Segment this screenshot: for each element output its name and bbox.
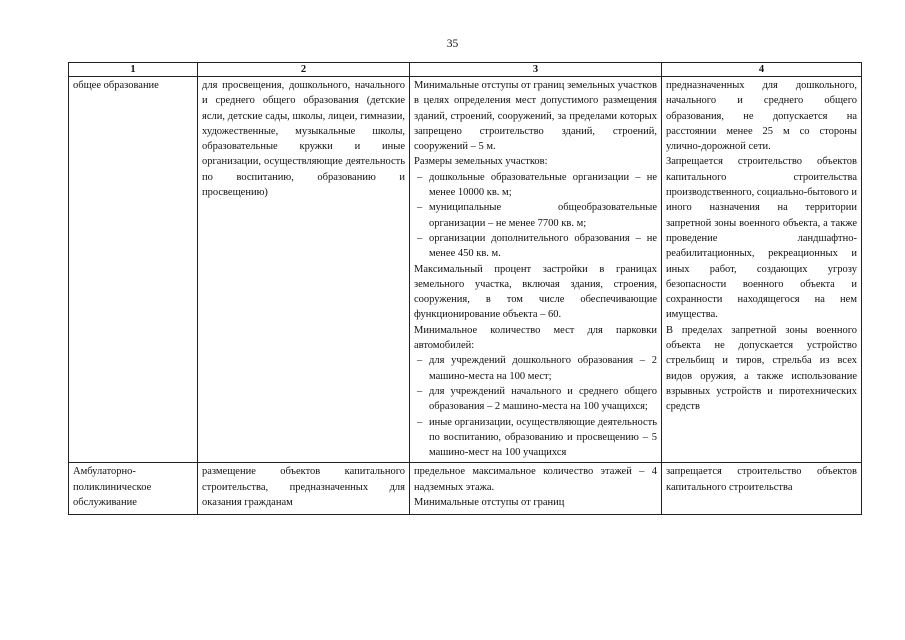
use-type-name: Амбулаторно-поликлиническое обслуживание: [73, 466, 152, 509]
header-col-4: 4: [662, 63, 862, 77]
list-item: – для учреждений начального и среднего общего образования – 2 машино-места на 100 учащихся;: [414, 384, 657, 415]
restriction-text: Запрещается строительство объектов капитального строительства производственного, социально-бытового и иного назначения на территории запретной зоны военного объекта, а также проведение ландшафтно-реабилитационных, рекреационных и иных работ, создающих угрозу безопасности военного объекта и сохранности находящегося на нем имущества.: [666, 156, 857, 321]
use-type-name: общее образование: [73, 80, 159, 91]
parameters-wrap: [414, 464, 657, 512]
use-description: для просвещения, дошкольного, начального и среднего общего образования (детские ясли, детские сады, школы, лицеи, гимназии, художественные, музыкальные школы, образовательные кружки и иные организации, осуществляющие деятельность по воспитанию, образованию и просвещению): [202, 80, 405, 199]
setback-text: Минимальные отступы от границ: [414, 497, 565, 509]
header-col-3: 3: [410, 63, 662, 77]
list-item: – дошкольные образовательные организации – не менее 10000 кв. м;: [414, 170, 657, 201]
use-description: размещение объектов капитального строительства, предназначенных для оказания гражданам: [202, 466, 405, 509]
use-description-cell: [198, 463, 410, 515]
use-description-cell: [198, 77, 410, 463]
restrictions-cell: [662, 77, 862, 463]
use-type-cell: [69, 463, 198, 515]
list-item: – муниципальные общеобразовательные организации – не менее 7700 кв. м;: [414, 200, 657, 231]
land-use-table: [68, 62, 862, 515]
table-row: [69, 77, 862, 463]
restriction-text: предназначенных для дошкольного, начального и среднего общего образования, не допускается на расстоянии менее 25 м со стороны улично-дорожной сети.: [666, 80, 857, 153]
restriction-text: запрещается строительство объектов капитального строительства: [666, 466, 857, 493]
use-type-cell: [69, 77, 198, 463]
restrictions-cell: [662, 463, 862, 515]
table-row: [69, 463, 862, 515]
list-item: – для учреждений дошкольного образования – 2 машино-места на 100 мест;: [414, 353, 657, 384]
header-col-1: 1: [69, 63, 198, 77]
header-col-2: 2: [198, 63, 410, 77]
floors-text: предельное максимальное количество этажей – 4 надземных этажа.: [414, 466, 657, 493]
page-number: 35: [446, 38, 459, 50]
plot-sizes-heading: Размеры земельных участков:: [414, 156, 548, 168]
parking-heading: Минимальное количество мест для парковки автомобилей:: [414, 324, 657, 352]
list-item: – иные организации, осуществляющие деятельность по воспитанию, образованию и просвещению – 5 машино-мест на 100 учащихся: [414, 415, 657, 461]
setback-text: Минимальные отступы от границ земельных участков в целях определения мест допустимого размещения зданий, строений, сооружений, за пределами которых запрещено строительство зданий, строений, сооружений – 5 м.: [414, 80, 657, 153]
list-item: – организации дополнительного образования – не менее 450 кв. м.: [414, 231, 657, 262]
max-coverage-text: Максимальный процент застройки в границах земельного участка, включая здания, строения, сооружения, в том числе обеспечивающие функционирование объекта – 60.: [414, 263, 657, 321]
table-header-row: [69, 63, 862, 77]
parameters-cell: [410, 77, 662, 463]
restriction-text: В пределах запретной зоны военного объекта не допускается устройство стрельбищ и тиров, стрельба из всех видов оружия, а также использование взрывных устройств и пиротехнических средств: [666, 324, 857, 413]
parameters-cell: [410, 463, 662, 515]
